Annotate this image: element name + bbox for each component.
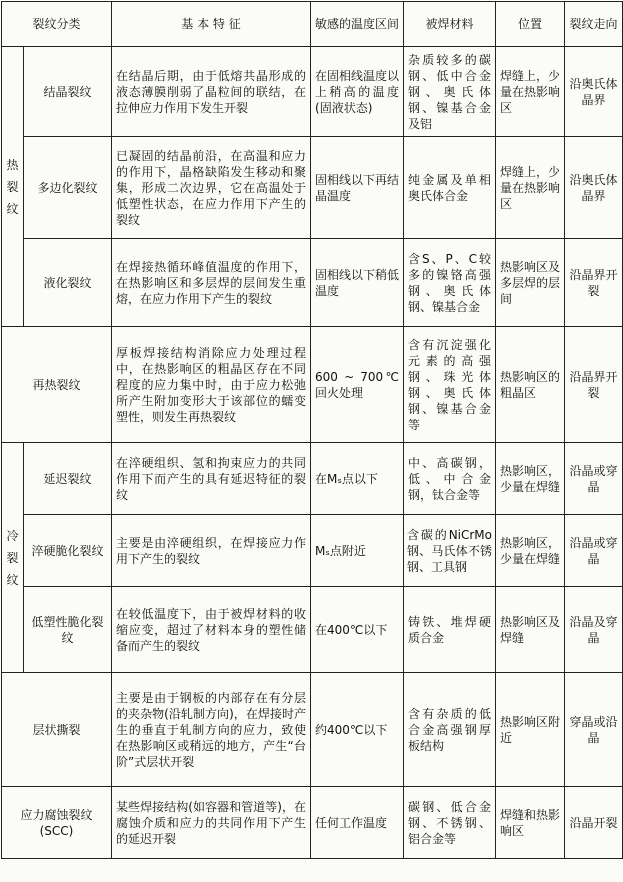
crack-location: 热影响区附近 [496,673,565,787]
crack-name: 多边化裂纹 [24,137,112,239]
table-row [2,47,623,137]
crack-features: 厚板焊接结构消除应力处理过程中，在热影响区的粗晶区存在不同程度的应力集中时，由于应力松弛所产生附加变形大于该部位的蠕变塑性，则发生再热裂纹 [112,327,311,443]
crack-location: 热影响区，少量在焊缝 [496,515,565,587]
crack-features: 在较低温度下，由于被焊材料的收缩应变，超过了材料本身的塑性储备而产生的裂纹 [112,587,311,673]
crack-temperature: 在Mₛ点以下 [311,443,404,515]
crack-name: 液化裂纹 [24,239,112,327]
table-row [2,673,623,787]
crack-materials: 中、高碳钢，低、中合金钢，钛合金等 [404,443,496,515]
page [0,1,623,882]
crack-name: 延迟裂纹 [24,443,112,515]
table-row [2,787,623,859]
crack-materials: 铸铁、堆焊硬质合金 [404,587,496,673]
table-row [2,327,623,443]
crack-location: 热影响区及焊缝 [496,587,565,673]
group-label-hot-crack: 热 裂 纹 [2,47,24,327]
table-row [2,443,623,515]
crack-temperature: 约400℃以下 [311,673,404,787]
header-welded-materials: 被焊材料 [404,2,496,47]
crack-classification-table [1,1,623,859]
group-label-cold-crack: 冷 裂 纹 [2,443,24,673]
table-row [2,515,623,587]
header-basic-features: 基 本 特 征 [112,2,311,47]
crack-location: 焊缝上，少量在热影响区 [496,47,565,137]
crack-direction: 沿晶或穿晶 [565,443,623,515]
header-crack-direction: 裂纹走向 [565,2,623,47]
table-row [2,239,623,327]
crack-direction: 沿晶界开裂 [565,239,623,327]
crack-direction: 穿晶或沿晶 [565,673,623,787]
crack-location: 热影响区及多层焊的层间 [496,239,565,327]
crack-location: 热影响区的粗晶区 [496,327,565,443]
crack-name: 结晶裂纹 [24,47,112,137]
header-location: 位置 [496,2,565,47]
crack-direction: 沿晶界开裂 [565,327,623,443]
crack-temperature: 在400℃以下 [311,587,404,673]
crack-features: 主要是由淬硬组织，在焊接应力作用下产生的裂纹 [112,515,311,587]
crack-features: 主要是由于钢板的内部存在有分层的夹杂物(沿轧制方向)，在焊接时产生的垂直于轧制方向的应力，致使在热影响区或稍远的地方，产生“台阶”式层状开裂 [112,673,311,787]
crack-features: 在结晶后期，由于低熔共晶形成的液态薄膜削弱了晶粒间的联结，在拉伸应力作用下发生开裂 [112,47,311,137]
crack-materials: 碳钢、低合金钢、不锈钢、铝合金等 [404,787,496,859]
crack-direction: 沿奥氏体晶界 [565,47,623,137]
crack-direction: 沿晶开裂 [565,787,623,859]
crack-location: 焊缝上，少量在热影响区 [496,137,565,239]
crack-direction: 沿晶或穿晶 [565,515,623,587]
crack-temperature: Mₛ点附近 [311,515,404,587]
crack-materials: 含有沉淀强化元素的高强钢、珠光体钢、奥氏体钢、镍基合金等 [404,327,496,443]
header-row [2,2,623,47]
crack-materials: 含有杂质的低合金高强钢厚板结构 [404,673,496,787]
crack-temperature: 任何工作温度 [311,787,404,859]
crack-materials: 含S、P、C较多的镍铬高强钢、奥氏体钢、镍基合金 [404,239,496,327]
crack-name: 应力腐蚀裂纹(SCC) [2,787,112,859]
crack-temperature: 在固相线温度以上稍高的温度(固液状态) [311,47,404,137]
crack-name: 淬硬脆化裂纹 [24,515,112,587]
crack-temperature: 固相线以下再结晶温度 [311,137,404,239]
crack-name: 低塑性脆化裂纹 [24,587,112,673]
header-sensitive-temperature: 敏感的温度区间 [311,2,404,47]
crack-temperature: 固相线以下稍低温度 [311,239,404,327]
table-row [2,587,623,673]
crack-materials: 杂质较多的碳钢、低中合金钢、奥氏体钢、镍基合金及铝 [404,47,496,137]
crack-temperature: 600 ~ 700℃回火处理 [311,327,404,443]
crack-direction: 沿奥氏体晶界 [565,137,623,239]
crack-location: 热影响区，少量在焊缝 [496,443,565,515]
crack-materials: 含碳的NiCrMo钢、马氏体不锈钢、工具钢 [404,515,496,587]
table-row [2,137,623,239]
crack-features: 已凝固的结晶前沿，在高温和应力的作用下，晶格缺陷发生移动和聚集，形成二次边界，它在高温处于低塑性状态，在应力作用下产生的裂纹 [112,137,311,239]
crack-features: 在淬硬组织、氢和拘束应力的共同作用下而产生的具有延迟特征的裂纹 [112,443,311,515]
header-crack-type: 裂纹分类 [2,2,112,47]
crack-name: 再热裂纹 [2,327,112,443]
crack-features: 某些焊接结构(如容器和管道等)，在腐蚀介质和应力的共同作用下产生的延迟开裂 [112,787,311,859]
crack-features: 在焊接热循环峰值温度的作用下，在热影响区和多层焊的层间发生重熔，在应力作用下产生的裂纹 [112,239,311,327]
crack-location: 焊缝和热影响区 [496,787,565,859]
crack-direction: 沿晶及穿晶 [565,587,623,673]
crack-materials: 纯金属及单相奥氏体合金 [404,137,496,239]
crack-name: 层状撕裂 [2,673,112,787]
